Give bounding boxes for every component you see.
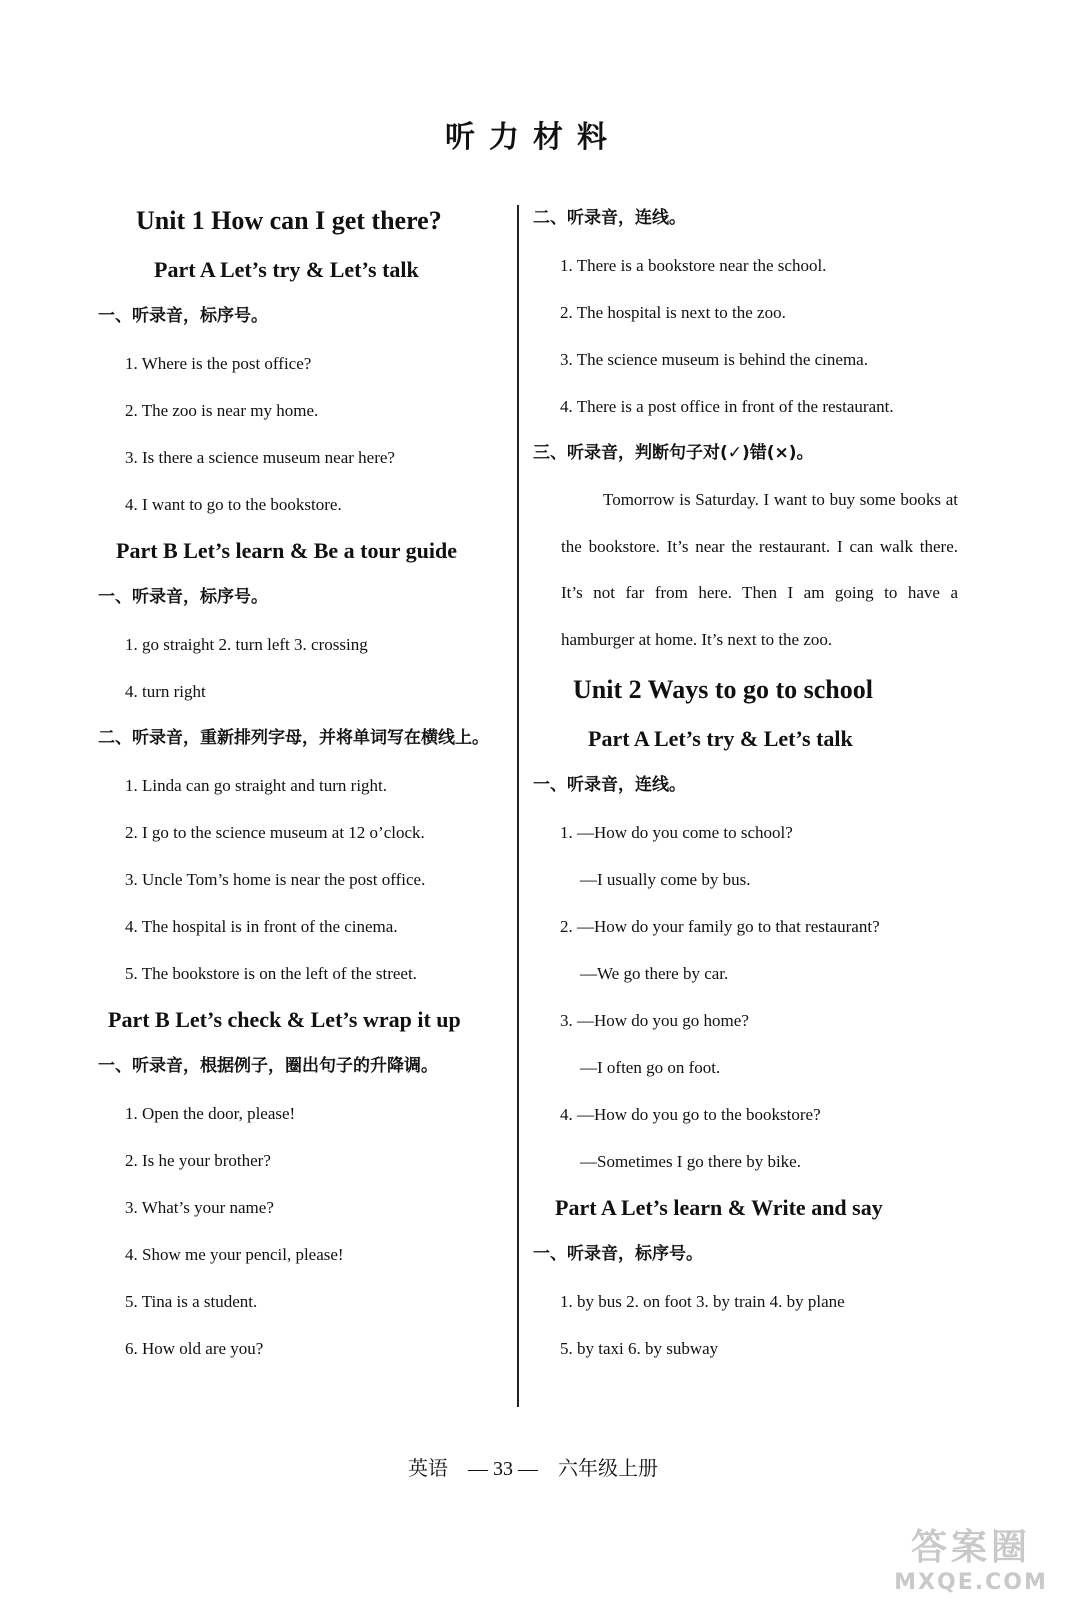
- list-item: 2. I go to the science museum at 12 o’clock.: [125, 823, 425, 842]
- list-item: 3. The science museum is behind the cinema.: [560, 350, 868, 369]
- left-column: [98, 195, 508, 1372]
- unit1-partA-section1: 一、听录音，标序号。: [98, 306, 268, 326]
- list-item: 4. There is a post office in front of the restaurant.: [560, 397, 894, 416]
- watermark-logo: [886, 1526, 1056, 1598]
- list-item: 5. by taxi 6. by subway: [560, 1338, 719, 1358]
- unit2-partA-section1: 一、听录音，连线。: [533, 774, 686, 795]
- unit1-title: Unit 1 How can I get there?: [136, 206, 442, 235]
- list-item: 3. Is there a science museum near here?: [125, 448, 395, 467]
- unit1-partB-section1: 一、听录音，标序号。: [98, 587, 268, 607]
- unit1-section3-judge: 三、听录音，判断句子对(✓)错(×)。: [533, 443, 814, 463]
- watermark-top: 答案圈: [910, 1527, 1031, 1568]
- dialog-question: 4. —How do you go to the bookstore?: [560, 1104, 821, 1124]
- page-footer: 英语 — 33 — 六年级上册: [408, 1458, 658, 1480]
- list-item: 3. What’s your name?: [125, 1198, 274, 1217]
- column-divider: [517, 205, 519, 1407]
- right-column: [533, 195, 958, 1372]
- list-item: 1. by bus 2. on foot 3. by train 4. by plane: [560, 1291, 845, 1311]
- unit1-partB-section2: 二、听录音，重新排列字母，并将单词写在横线上。: [98, 728, 489, 748]
- dialog-question: 2. —How do your family go to that restaurant?: [560, 916, 880, 936]
- dialog-answer: —We go there by car.: [580, 963, 729, 983]
- list-item: 6. How old are you?: [125, 1339, 264, 1358]
- list-item: 1. Linda can go straight and turn right.: [125, 776, 388, 795]
- unit2-partA-title: Part A Let’s try & Let’s talk: [588, 725, 853, 751]
- list-item: 1. Open the door, please!: [125, 1104, 296, 1123]
- list-item: 4. Show me your pencil, please!: [125, 1245, 344, 1264]
- watermark-bottom: MXQE.COM: [894, 1570, 1048, 1595]
- list-item: 1. Where is the post office?: [125, 354, 312, 373]
- list-item: 4. The hospital is in front of the cinema.: [125, 917, 398, 936]
- unit1-partA-title: Part A Let’s try & Let’s talk: [154, 257, 419, 282]
- unit1-section2-match: 二、听录音，连线。: [533, 208, 686, 228]
- unit1-partB-check-section1: 一、听录音，根据例子，圈出句子的升降调。: [98, 1056, 438, 1076]
- list-item: 2. The zoo is near my home.: [125, 401, 319, 420]
- dialog-answer: —I often go on foot.: [580, 1057, 721, 1077]
- list-item: 2. The hospital is next to the zoo.: [560, 303, 786, 322]
- unit1-partB-title: Part B Let’s learn & Be a tour guide: [116, 538, 457, 563]
- dialog-question: 1. —How do you come to school?: [560, 822, 793, 842]
- list-item: 2. Is he your brother?: [125, 1151, 271, 1170]
- listening-paragraph: Tomorrow is Saturday. I want to buy some books at the bookstore. It’s near the restaurant. I can walk there. It’s not far from here. Then I am going to have a hamburger at home. It’s next to the zoo.: [561, 490, 958, 650]
- unit1-partB-check-title: Part B Let’s check & Let’s wrap it up: [108, 1007, 461, 1032]
- list-item: 1. There is a bookstore near the school.: [560, 256, 827, 275]
- dialog-answer: —I usually come by bus.: [580, 869, 751, 889]
- list-item: 1. go straight 2. turn left 3. crossing: [125, 635, 368, 654]
- dialog-question: 3. —How do you go home?: [560, 1010, 749, 1030]
- unit2-partA-learn-section1: 一、听录音，标序号。: [533, 1243, 703, 1264]
- page-title: 听力材料: [445, 120, 621, 155]
- unit2-partA-learn-title: Part A Let’s learn & Write and say: [555, 1194, 883, 1220]
- list-item: 5. Tina is a student.: [125, 1292, 258, 1311]
- list-item: 4. I want to go to the bookstore.: [125, 495, 342, 514]
- list-item: 3. Uncle Tom’s home is near the post office.: [125, 870, 426, 889]
- list-item: 5. The bookstore is on the left of the street.: [125, 964, 417, 983]
- dialog-answer: —Sometimes I go there by bike.: [580, 1151, 801, 1171]
- unit2-title: Unit 2 Ways to go to school: [573, 674, 873, 704]
- list-item: 4. turn right: [125, 682, 206, 701]
